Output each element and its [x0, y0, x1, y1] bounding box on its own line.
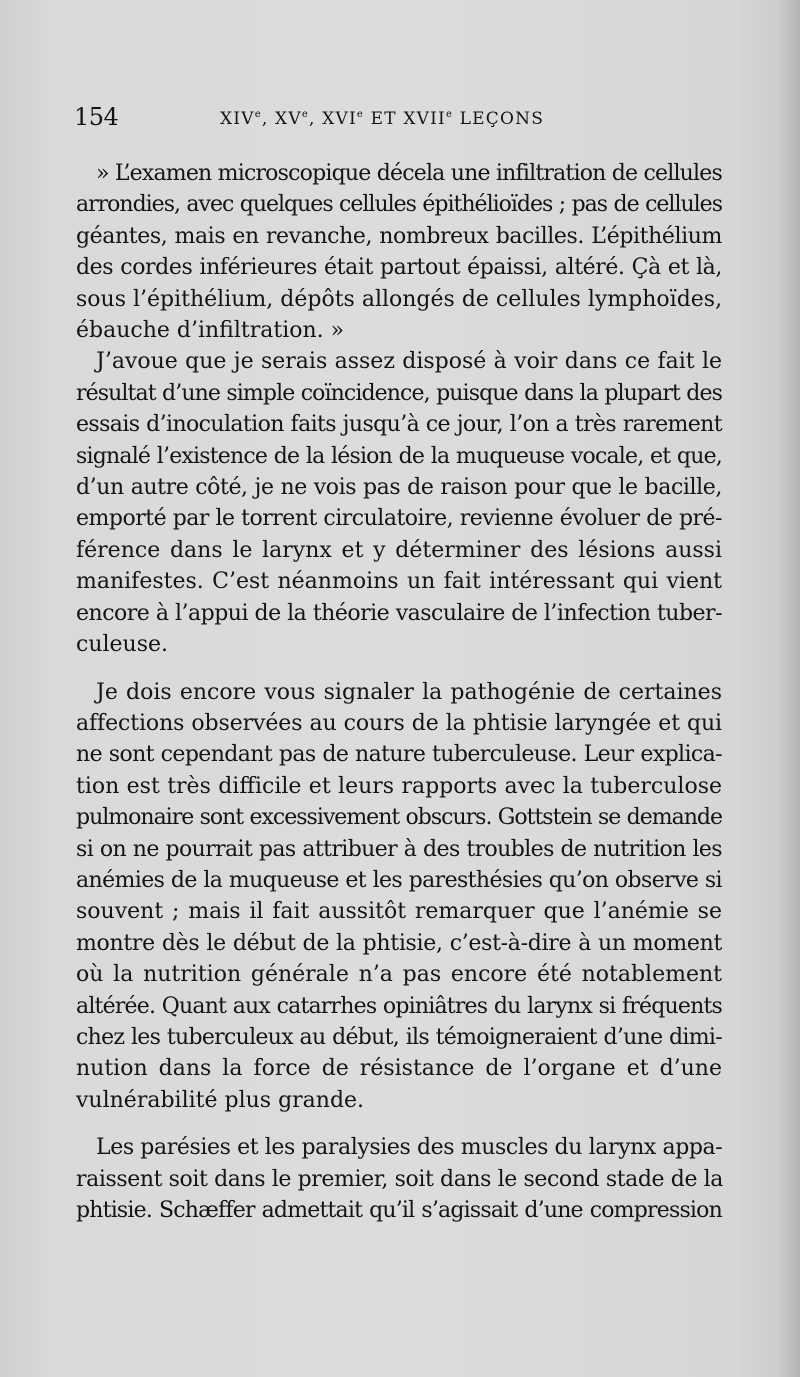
text-line: vulnérabilité plus grande. [76, 1087, 365, 1113]
text-line: pulmonaire sont excessivement obscurs. Gottstein se demande [76, 805, 722, 831]
text-line: chez les tuberculeux au début, ils témoigneraient d’une dimi- [76, 1024, 722, 1050]
text-line: J’avoue que je serais assez disposé à voir dans ce fait le [96, 349, 722, 375]
text-line: sous l’épithélium, dépôts allongés de cellules lymphoïdes, [76, 286, 723, 312]
text-line: si on ne pourrait pas attribuer à des troubles de nutrition les [76, 836, 722, 862]
text-line: signalé l’existence de la lésion de la muqueuse vocale, et que, [76, 443, 722, 469]
text-line: nution dans la force de résistance de l’organe et d’une [76, 1056, 722, 1082]
text-line: phtisie. Schæffer admettait qu’il s’agissait d’une compression [76, 1198, 722, 1223]
text-line: tion est très difficile et leurs rapports avec la tuberculose [76, 773, 722, 799]
text-line: emporté par le torrent circulatoire, revienne évoluer de pré- [76, 506, 722, 532]
text-line: anémies de la muqueuse et les paresthésies qu’on observe si [76, 867, 722, 893]
page-number: 154 [74, 103, 119, 131]
text-line: manifestes. C’est néanmoins un fait intéressant qui vient [76, 569, 722, 595]
paragraph-2 [76, 346, 722, 660]
text-line: Les parésies et les paralysies des muscles du larynx appa- [96, 1135, 723, 1161]
paragraph-1 [76, 158, 722, 346]
text-line: résultat d’une simple coïncidence, puisque dans la plupart des [76, 380, 722, 406]
text-line: Je dois encore vous signaler la pathogénie de certaines [96, 679, 722, 705]
text-line: montre dès le début de la phtisie, c’est-à-dire à un moment [76, 930, 722, 956]
text-line: essais d’inoculation faits jusqu’à ce jour, l’on a très rarement [76, 412, 722, 438]
text-line: altérée. Quant aux catarrhes opiniâtres du larynx si fréquents [76, 993, 722, 1019]
text-line: férence dans le larynx et y déterminer des lésions aussi [76, 537, 722, 563]
text-line: raissent soit dans le premier, soit dans le second stade de la [76, 1166, 724, 1192]
text-line: arrondies, avec quelques cellules épithélioïdes ; pas de cellules [76, 192, 722, 218]
text-line: ne sont cependant pas de nature tuberculeuse. Leur explica- [76, 742, 722, 768]
running-title: XIVe, XVe, XVIe ET XVIIe LEÇONS [220, 109, 545, 129]
paragraph-4 [76, 1132, 722, 1226]
text-line: souvent ; mais il fait aussitôt remarquer que l’anémie se [76, 899, 722, 925]
text-line: où la nutrition générale n’a pas encore été notablement [76, 962, 722, 988]
text-line: encore à l’appui de la théorie vasculaire de l’infection tuber- [76, 600, 722, 626]
text-line: culeuse. [76, 632, 169, 658]
text-line: ébauche d’infiltration. » [76, 318, 345, 344]
text-line: géantes, mais en revanche, nombreux bacilles. L’épithélium [76, 223, 722, 249]
text-line: » L’examen microscopique décela une infiltration de cellules [96, 161, 722, 186]
text-line: des cordes inférieures était partout épaissi, altéré. Çà et là, [76, 255, 722, 281]
paragraph-3 [76, 677, 722, 1117]
page-edge-shadow [778, 0, 800, 1377]
body-text [76, 158, 722, 1226]
text-line: affections observées au cours de la phtisie laryngée et qui [76, 710, 722, 736]
text-line: d’un autre côté, je ne vois pas de raison pour que le bacille, [76, 475, 722, 501]
running-head [74, 103, 720, 137]
